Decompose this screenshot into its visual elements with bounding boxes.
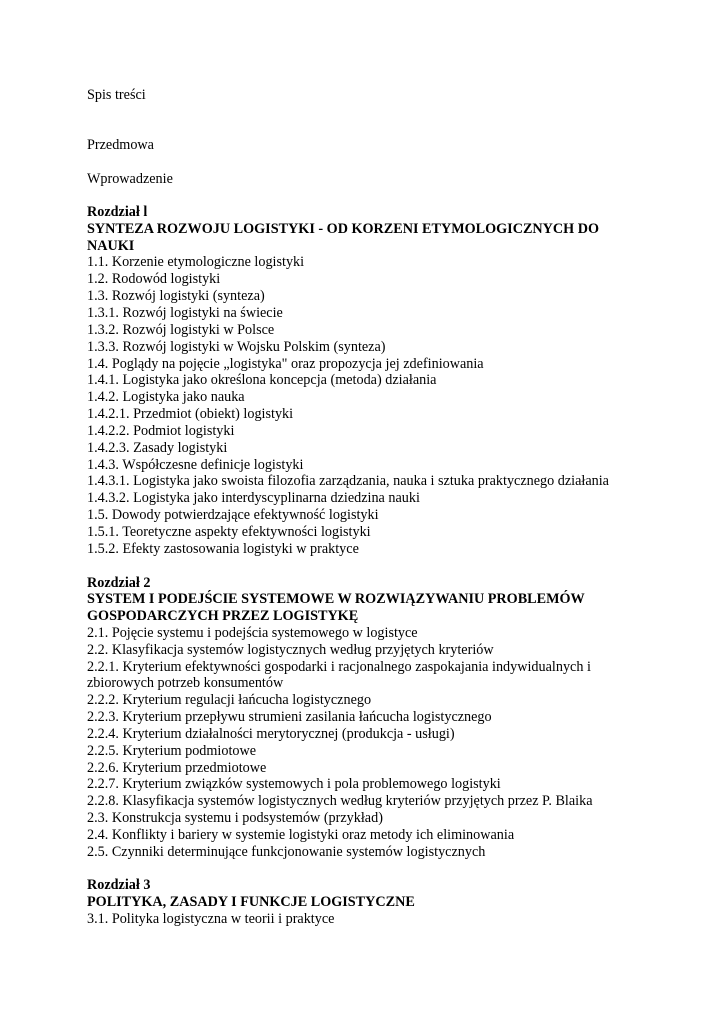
toc-title: Spis treści [87,87,146,103]
toc-entry: 2.2.5. Kryterium podmiotowe [87,743,257,759]
toc-entry: 2.2.1. Kryterium efektywności gospodarki i racjonalnego zaspokajania indywidualnych i [87,659,591,675]
chapter-3-title-line: POLITYKA, ZASADY I FUNKCJE LOGISTYCZNE [87,894,415,910]
chapter-1-title-line: NAUKI [87,238,135,254]
toc-entry: 1.4.2.3. Zasady logistyki [87,440,228,456]
toc-entry: 2.5. Czynniki determinujące funkcjonowanie systemów logistycznych [87,844,486,860]
toc-entry: 1.5.1. Teoretyczne aspekty efektywności logistyki [87,524,371,540]
toc-entry: 2.3. Konstrukcja systemu i podsystemów (przykład) [87,810,383,826]
toc-entry: 1.3.2. Rozwój logistyki w Polsce [87,322,275,338]
toc-entry: 1.1. Korzenie etymologiczne logistyki [87,254,305,270]
toc-entry: 1.3.1. Rozwój logistyki na świecie [87,305,283,321]
toc-entry: 1.3.3. Rozwój logistyki w Wojsku Polskim (synteza) [87,339,386,355]
toc-entry-introduction: Wprowadzenie [87,171,173,187]
toc-entry: 2.2.2. Kryterium regulacji łańcucha logistycznego [87,692,372,708]
toc-entry: 1.4.3. Współczesne definicje logistyki [87,457,304,473]
toc-entry: 2.1. Pojęcie systemu i podejścia systemowego w logistyce [87,625,418,641]
chapter-1-label: Rozdział l [87,204,148,220]
toc-entry: 1.5. Dowody potwierdzające efektywność logistyki [87,507,379,523]
toc-entry: 1.4.3.1. Logistyka jako swoista filozofia zarządzania, nauka i sztuka praktycznego działania [87,473,609,489]
toc-entry: 1.4.2.1. Przedmiot (obiekt) logistyki [87,406,294,422]
toc-entry: 1.4.1. Logistyka jako określona koncepcja (metoda) działania [87,372,437,388]
toc-entry: 1.5.2. Efekty zastosowania logistyki w praktyce [87,541,359,557]
toc-entry-preface: Przedmowa [87,137,154,153]
toc-entry: 1.4.2. Logistyka jako nauka [87,389,245,405]
chapter-2-title-line: GOSPODARCZYCH PRZEZ LOGISTYKĘ [87,608,359,624]
toc-entry: 2.2.7. Kryterium związków systemowych i pola problemowego logistyki [87,776,501,792]
toc-entry: 1.3. Rozwój logistyki (synteza) [87,288,265,304]
toc-entry: 2.4. Konflikty i bariery w systemie logistyki oraz metody ich eliminowania [87,827,515,843]
toc-entry: 2.2.8. Klasyfikacja systemów logistycznych według kryteriów przyjętych przez P. Blaika [87,793,593,809]
chapter-1-title-line: SYNTEZA ROZWOJU LOGISTYKI - OD KORZENI ETYMOLOGICZNYCH DO [87,221,600,237]
chapter-3-label: Rozdział 3 [87,877,151,893]
toc-entry: zbiorowych potrzeb konsumentów [87,675,284,691]
toc-entry: 2.2. Klasyfikacja systemów logistycznych według przyjętych kryteriów [87,642,494,658]
toc-entry: 1.4.3.2. Logistyka jako interdyscyplinarna dziedzina nauki [87,490,420,506]
chapter-2-title-line: SYSTEM I PODEJŚCIE SYSTEMOWE W ROZWIĄZYWANIU PROBLEMÓW [87,591,585,607]
toc-entry: 2.2.6. Kryterium przedmiotowe [87,760,267,776]
toc-entry: 1.4. Poglądy na pojęcie „logistyka" oraz propozycja jej zdefiniowania [87,356,484,372]
toc-entry: 2.2.4. Kryterium działalności merytorycznej (produkcja - usługi) [87,726,455,742]
toc-entry: 2.2.3. Kryterium przepływu strumieni zasilania łańcucha logistycznego [87,709,492,725]
toc-entry: 3.1. Polityka logistyczna w teorii i praktyce [87,911,335,927]
toc-entry: 1.4.2.2. Podmiot logistyki [87,423,235,439]
chapter-2-label: Rozdział 2 [87,575,151,591]
toc-entry: 1.2. Rodowód logistyki [87,271,221,287]
